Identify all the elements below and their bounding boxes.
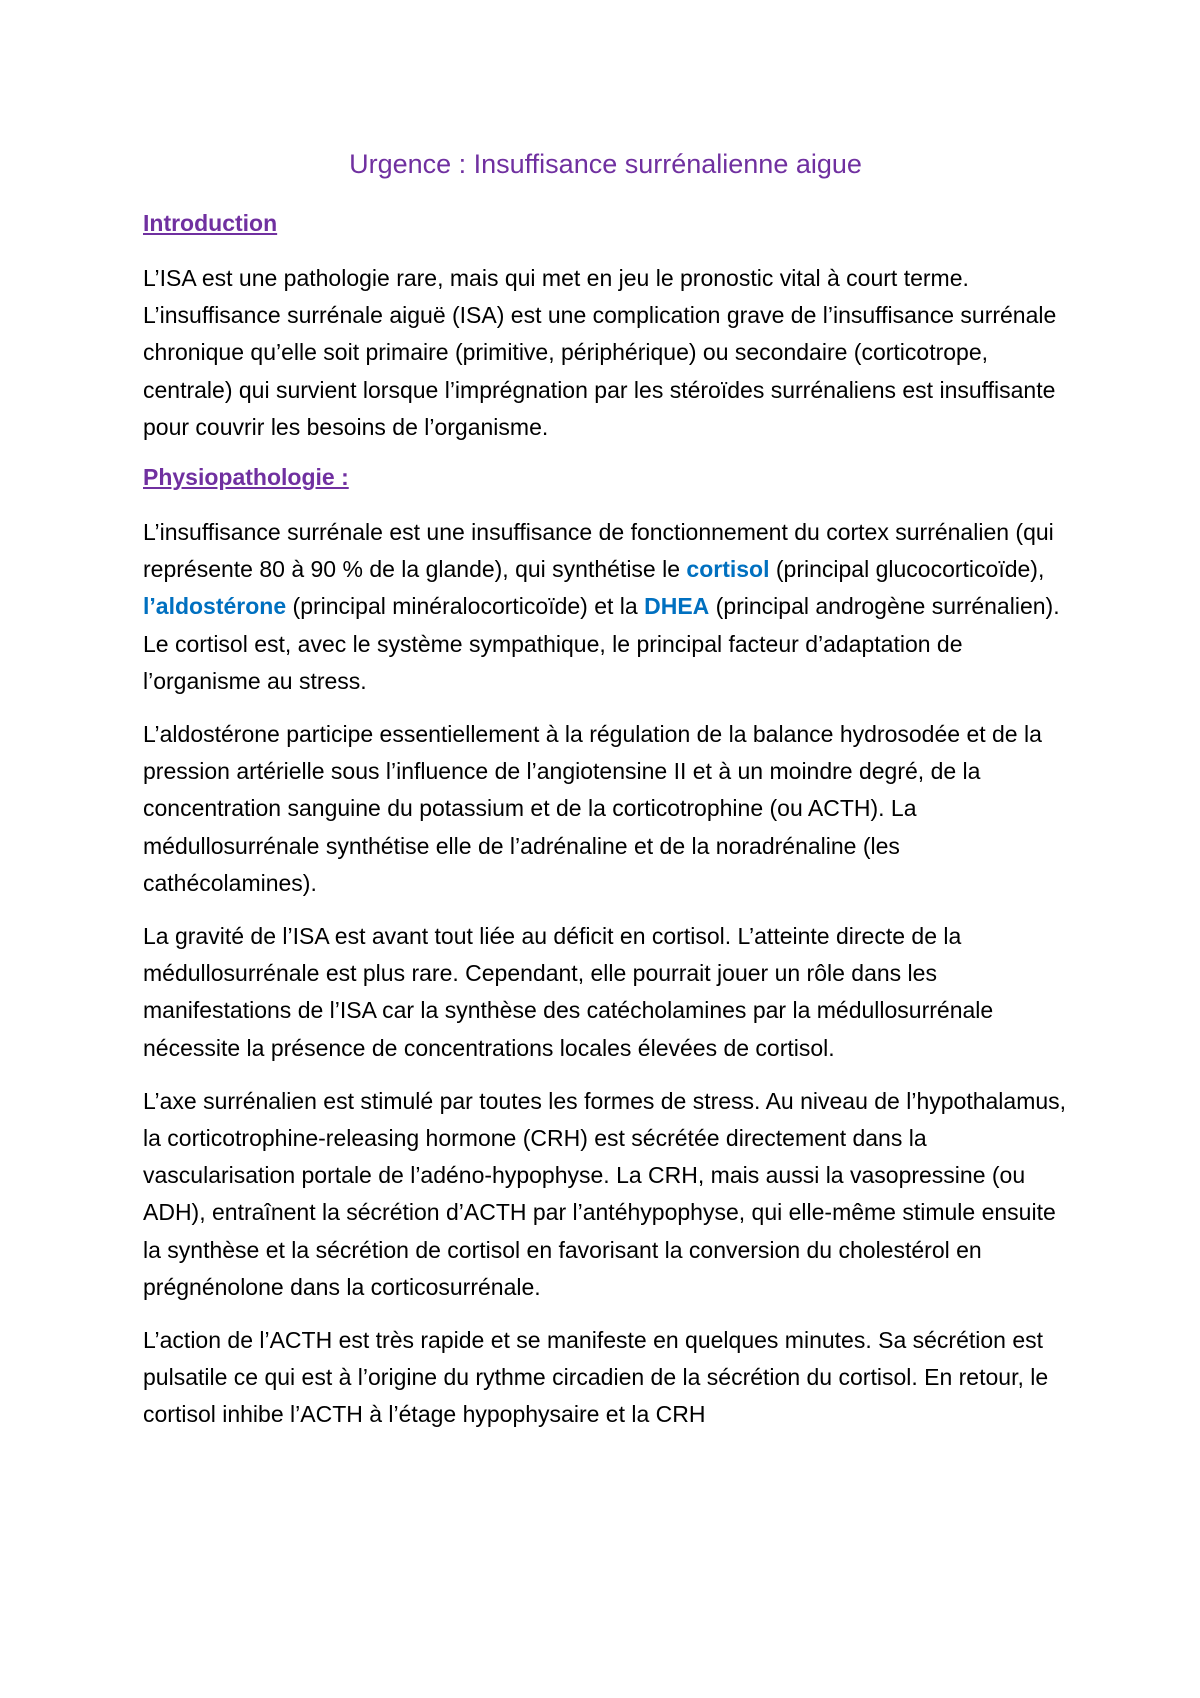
physiopathologie-paragraph-4: L’axe surrénalien est stimulé par toutes les formes de stress. Au niveau de l’hypothalamus, la corticotrophine-releasing hormone (CRH) est sécrétée directement dans la vascularisation portale de l’adéno-hypophyse. La CRH, mais aussi la vasopressine (ou ADH), entraînent la sécrétion d’ACTH par l’antéhypophyse, qui elle-même stimule ensuite la synthèse et la sécrétion de cortisol en favorisant la conversion du cholestérol en prégnénolone dans la corticosurrénale. bbox=[143, 1087, 1067, 1300]
physiopathologie-paragraph-1 bbox=[143, 514, 1068, 700]
introduction-paragraph: L’ISA est une pathologie rare, mais qui met en jeu le pronostic vital à court terme. L’insuffisance surrénale aiguë (ISA) est une complication grave de l’insuffisance surrénale chronique qu’elle soit primaire (primitive, périphérique) ou secondaire (corticotrope, centrale) qui survient lorsque l’imprégnation par les stéroïdes surrénaliens est insuffisante pour couvrir les besoins de l’organisme. bbox=[143, 265, 1057, 440]
highlight-dhea: DHEA bbox=[644, 593, 710, 620]
highlight-aldosterone: l’aldostérone bbox=[143, 593, 287, 620]
document-body bbox=[143, 146, 1068, 1450]
introduction-heading: Introduction bbox=[143, 210, 278, 236]
physiopathologie-paragraph-2: L’aldostérone participe essentiellement à la régulation de la balance hydrosodée et de la pression artérielle sous l’influence de l’angiotensine II et à un moindre degré, de la concentration sanguine du potassium et de la corticotrophine (ou ACTH). La médullosurrénale synthétise elle de l’adrénaline et de la noradrénaline (les cathécolamines). bbox=[143, 721, 1042, 896]
highlight-cortisol: cortisol bbox=[686, 556, 770, 583]
paragraph-text: (principal androgène surrénalien). Le cortisol est, avec le système sympathique, le principal facteur d’adaptation de l’organisme au stress. bbox=[143, 593, 1060, 694]
paragraph-text: (principal glucocorticoïde), bbox=[769, 556, 1045, 583]
paragraph-text: L’insuffisance surrénale est une insuffisance de fonctionnement du cortex surrénalien (qui représente 80 à 90 % de la glande), qui synthétise le bbox=[143, 519, 1054, 583]
document-title: Urgence : Insuffisance surrénalienne aigue bbox=[349, 149, 862, 179]
physiopathologie-paragraph-5: L’action de l’ACTH est très rapide et se manifeste en quelques minutes. Sa sécrétion est pulsatile ce qui est à l’origine du rythme circadien de la sécrétion du cortisol. En retour, le cortisol inhibe l’ACTH à l’étage hypophysaire et la CRH bbox=[143, 1327, 1049, 1428]
physiopathologie-paragraph-3: La gravité de l’ISA est avant tout liée au déficit en cortisol. L’atteinte directe de la médullosurrénale est plus rare. Cependant, elle pourrait jouer un rôle dans les manifestations de l’ISA car la synthèse des catécholamines par la médullosurrénale nécessite la présence de concentrations locales élevées de cortisol. bbox=[143, 923, 994, 1061]
physiopathologie-heading: Physiopathologie : bbox=[143, 464, 349, 491]
paragraph-text: (principal minéralocorticoïde) et la bbox=[286, 593, 645, 620]
